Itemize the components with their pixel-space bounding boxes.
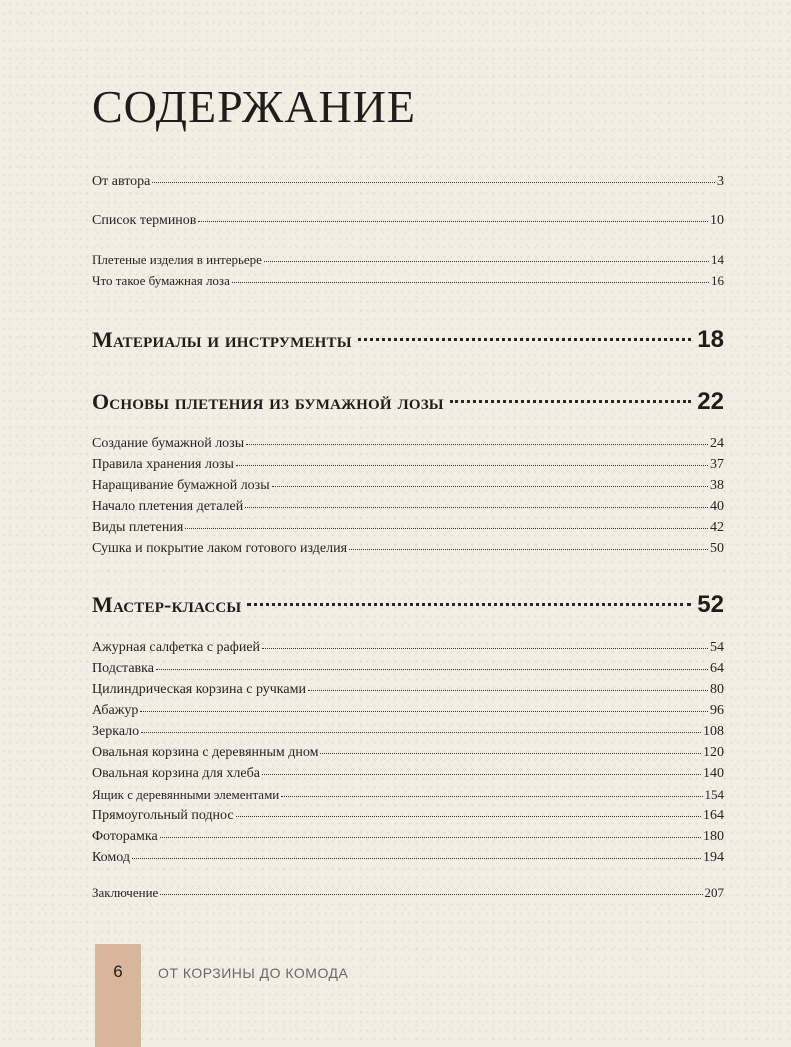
- toc-conclusion-group: [92, 882, 724, 903]
- toc-section-entry: [92, 320, 724, 360]
- toc-intro-group: [92, 171, 724, 192]
- toc-section-label: Материалы и инструменты: [92, 327, 352, 352]
- toc-entry-label: Наращивание бумажной лозы: [92, 478, 270, 493]
- dot-leader: [160, 837, 701, 838]
- toc-entry: [92, 475, 724, 496]
- toc-section-masterclasses: [92, 585, 724, 625]
- toc-entry-page: 80: [710, 682, 724, 697]
- toc-entry-label: Прямоугольный поднос: [92, 808, 234, 823]
- toc-entry: [92, 433, 724, 454]
- toc-section-materials: [92, 320, 724, 360]
- toc-entry-label: Виды плетения: [92, 520, 184, 535]
- toc-entry: [92, 882, 724, 903]
- toc-entry-label: Зеркало: [92, 724, 140, 739]
- dot-leader: [236, 465, 708, 466]
- toc-section-entry: [92, 585, 724, 625]
- toc-entry-page: 180: [703, 829, 724, 844]
- toc-entry-page: 40: [710, 499, 724, 514]
- toc-entry-label: Ажурная салфетка с рафией: [92, 640, 261, 655]
- dot-leader: [245, 507, 708, 508]
- toc-entry: [92, 700, 724, 721]
- toc-entry-page: 96: [710, 703, 724, 718]
- toc-entry: [92, 454, 724, 475]
- toc-entry: [92, 826, 724, 847]
- dot-leader: [262, 648, 708, 649]
- dot-leader: [152, 182, 715, 183]
- toc-entry: [92, 538, 724, 559]
- dot-leader: [236, 816, 701, 817]
- toc-entry-page: 64: [710, 661, 724, 676]
- toc-entry-page: 120: [703, 745, 724, 760]
- toc-entry-page: 42: [710, 520, 724, 535]
- toc-entry: [92, 805, 724, 826]
- toc-entry-page: 207: [704, 885, 724, 900]
- toc-entry-page: 37: [710, 457, 724, 472]
- toc-intro-group: [92, 210, 724, 231]
- toc-section-label: Основы плетения из бумажной лозы: [92, 389, 444, 414]
- toc-entry-page: 140: [703, 766, 724, 781]
- toc-section-page: 22: [697, 388, 724, 415]
- toc-section-page: 18: [697, 326, 724, 353]
- toc-entry-label: Цилиндрическая корзина с ручками: [92, 682, 306, 697]
- toc-entry: [92, 210, 724, 231]
- toc-entry: [92, 249, 724, 270]
- toc-entry-label: Начало плетения деталей: [92, 499, 244, 514]
- toc-entry-page: 3: [717, 174, 724, 189]
- toc-entry-label: Комод: [92, 850, 130, 865]
- toc-entry-page: 10: [710, 213, 724, 228]
- dot-leader: [320, 753, 701, 754]
- toc-entry-label: Ящик с деревянными элементами: [92, 787, 280, 802]
- toc-entry-label: Фоторамка: [92, 829, 158, 844]
- running-footer-title: ОТ КОРЗИНЫ ДО КОМОДА: [158, 965, 349, 981]
- page-title: СОДЕРЖАНИЕ: [92, 81, 417, 132]
- toc-entry-page: 14: [711, 252, 724, 267]
- toc-entry: [92, 784, 724, 805]
- toc-entry: [92, 270, 724, 291]
- dot-leader: [349, 549, 708, 550]
- toc-entry: [92, 658, 724, 679]
- toc-entry-page: 108: [703, 724, 724, 739]
- dot-leader: [272, 486, 708, 487]
- toc-entry-page: 38: [710, 478, 724, 493]
- dot-leader: [141, 732, 701, 733]
- toc-section-page: 52: [697, 591, 724, 618]
- toc-basics-group: [92, 433, 724, 559]
- toc-entry: [92, 171, 724, 192]
- toc-entry: [92, 637, 724, 658]
- dot-leader: [156, 669, 708, 670]
- toc-entry: [92, 721, 724, 742]
- toc-entry-label: Абажур: [92, 703, 139, 718]
- dot-leader: [185, 528, 708, 529]
- toc-entry-label: Овальная корзина с деревянным дном: [92, 745, 319, 760]
- dot-leader: [281, 796, 702, 797]
- toc-entry-label: Заключение: [92, 885, 159, 900]
- toc-entry: [92, 517, 724, 538]
- dot-leader: [308, 690, 708, 691]
- page-number: 6: [113, 962, 123, 981]
- dot-leader: [198, 221, 708, 222]
- toc-intro-group: [92, 249, 724, 291]
- dot-leader: [140, 711, 708, 712]
- toc-masterclasses-group: [92, 637, 724, 868]
- dot-leader: [262, 774, 701, 775]
- toc-entry-label: Плетеные изделия в интерьере: [92, 252, 262, 267]
- dot-leader: [247, 603, 691, 606]
- dot-leader: [232, 282, 709, 283]
- toc-entry-label: От автора: [92, 174, 151, 189]
- toc-entry-page: 50: [710, 541, 724, 556]
- toc-entry-label: Список терминов: [92, 213, 197, 228]
- dot-leader: [132, 858, 701, 859]
- dot-leader: [358, 338, 692, 341]
- dot-leader: [246, 444, 708, 445]
- toc-entry-label: Сушка и покрытие лаком готового изделия: [92, 541, 348, 556]
- toc-entry-page: 194: [703, 850, 724, 865]
- toc-entry-label: Правила хранения лозы: [92, 457, 234, 472]
- toc-entry: [92, 847, 724, 868]
- toc-entry-page: 54: [710, 640, 724, 655]
- toc-section-entry: [92, 382, 724, 422]
- toc-entry: [92, 496, 724, 517]
- toc-entry-label: Создание бумажной лозы: [92, 436, 245, 451]
- toc-entry-page: 16: [711, 273, 724, 288]
- toc-entry: [92, 742, 724, 763]
- toc-entry-page: 154: [704, 787, 724, 802]
- toc-section-basics: [92, 382, 724, 422]
- toc-section-label: Мастер-классы: [92, 592, 242, 617]
- page-number-tab: [95, 944, 141, 1047]
- toc-entry-label: Овальная корзина для хлеба: [92, 766, 260, 781]
- toc-entry-label: Подставка: [92, 661, 154, 676]
- toc-entry: [92, 763, 724, 784]
- toc-entry-label: Что такое бумажная лоза: [92, 273, 230, 288]
- toc-entry-page: 24: [710, 436, 724, 451]
- dot-leader: [264, 261, 709, 262]
- dot-leader: [160, 894, 702, 895]
- toc-entry-page: 164: [703, 808, 724, 823]
- toc-entry: [92, 679, 724, 700]
- dot-leader: [450, 400, 692, 403]
